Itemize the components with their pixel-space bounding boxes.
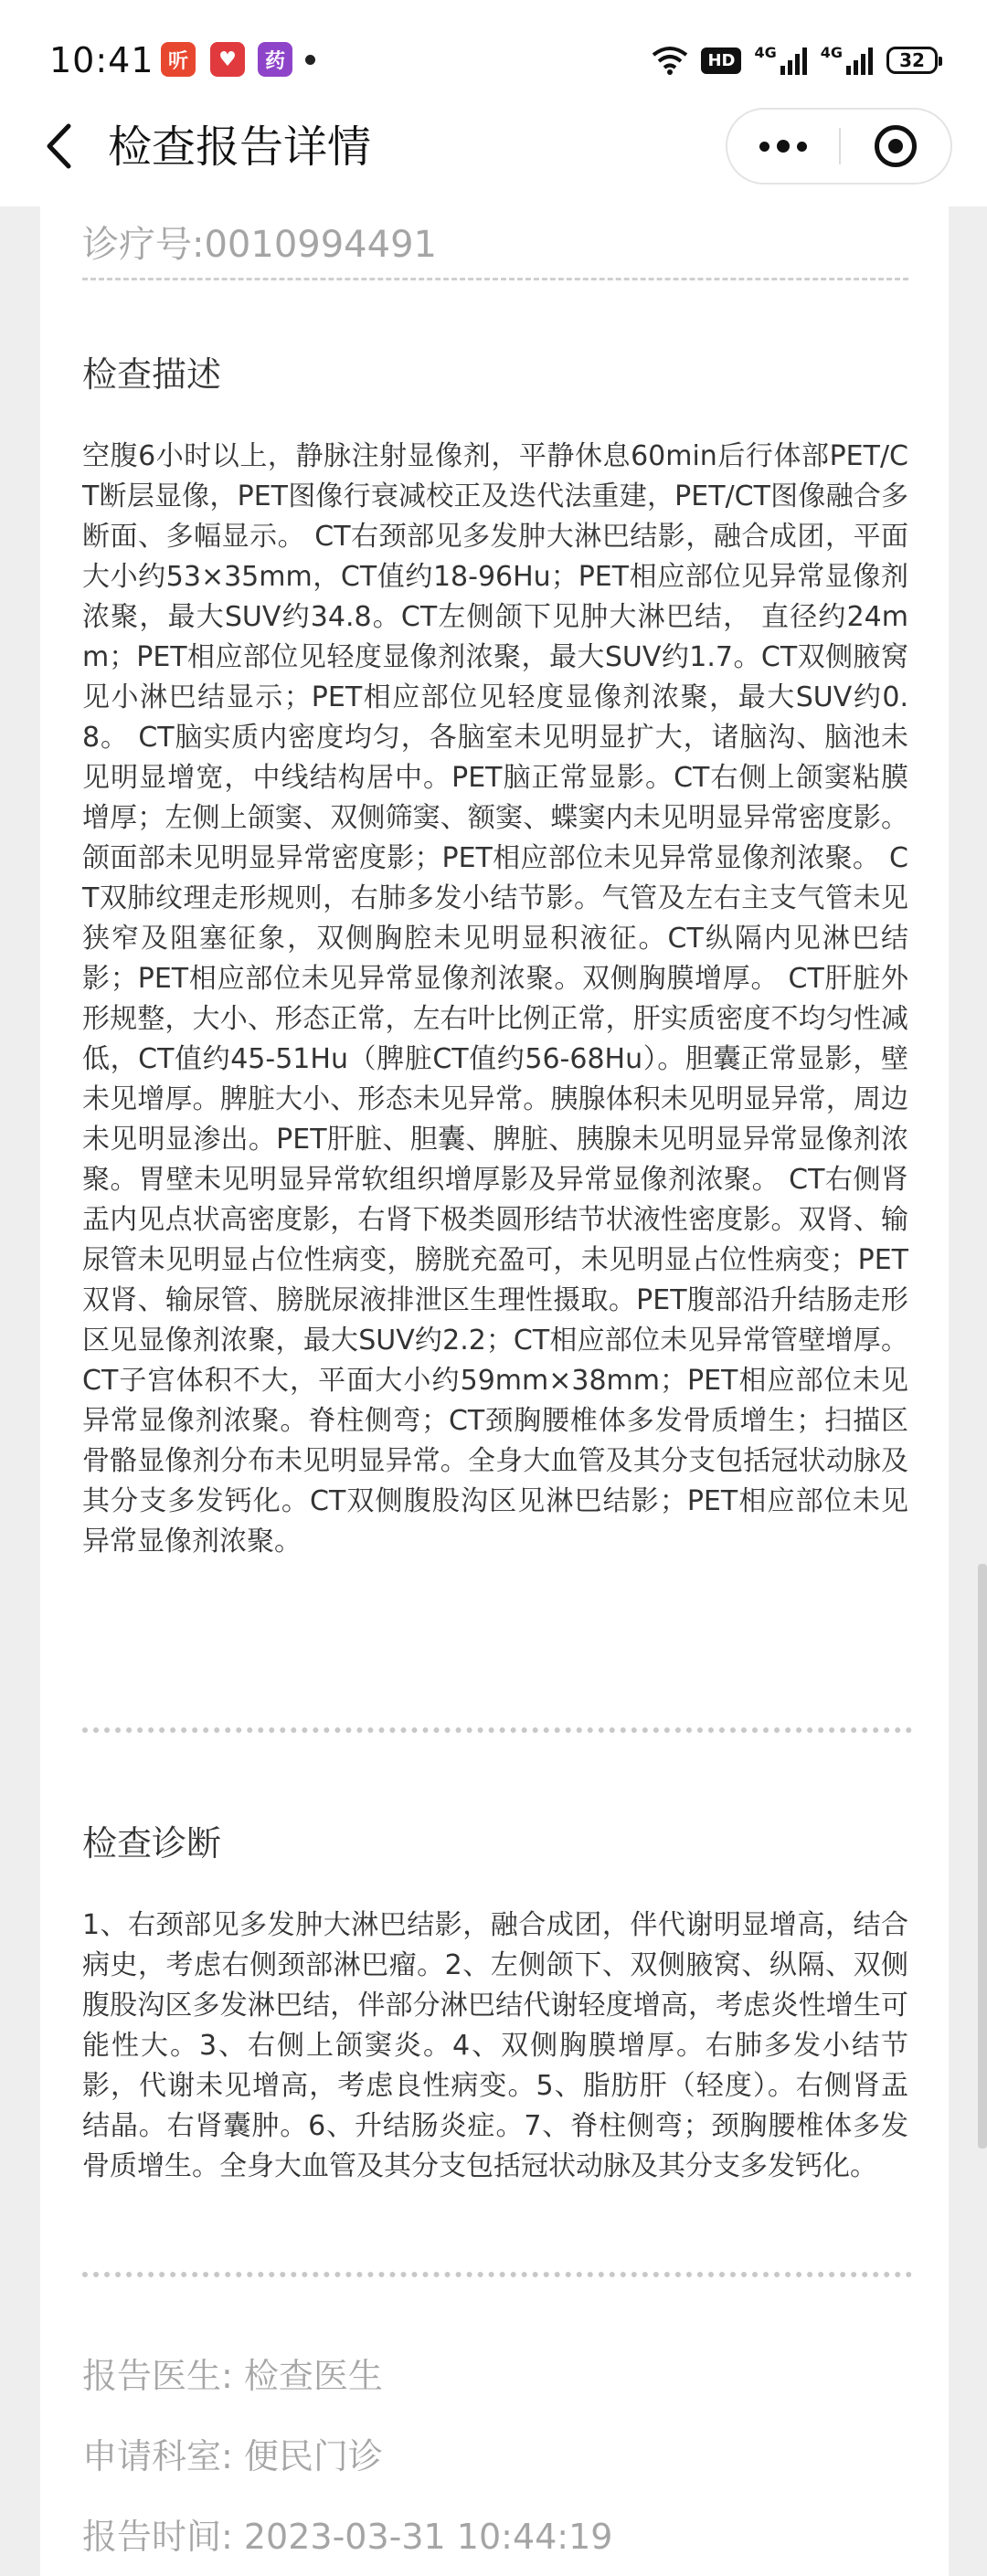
- report-doctor: 报告医生: 检查医生: [82, 2356, 383, 2396]
- listen-app-icon: 听: [161, 42, 196, 77]
- visit-number: 诊疗号:0010994491: [82, 224, 437, 266]
- divider: [82, 1727, 912, 1733]
- diagnosis-title: 检查诊断: [82, 1823, 222, 1863]
- battery-level: 32: [899, 49, 925, 71]
- more-options-button[interactable]: [727, 108, 839, 185]
- more-dot-icon: [759, 142, 769, 152]
- divider: [82, 278, 908, 280]
- health-app-icon: ♥: [210, 42, 245, 77]
- signal-strength-icon-2: [846, 46, 874, 75]
- back-button[interactable]: [33, 117, 84, 175]
- close-target-icon: [875, 125, 917, 167]
- more-dot-icon: [777, 140, 790, 153]
- scrollbar[interactable]: [978, 1564, 987, 2148]
- signal-strength-icon: [780, 46, 808, 75]
- report-time: 报告时间: 2023-03-31 10:44:19: [82, 2517, 613, 2557]
- description-text: 空腹6小时以上，静脉注射显像剂，平静休息60min后行体部PET/CT断层显像，PET图像行衰减校正及迭代法重建，PET/CT图像融合多断面、多幅显示。 CT右颈部见多发肿大淋巴结影，融合成团，平面大小约53×35mm，CT值约18-96Hu；PET相应部位见异常显像剂浓聚，最大SUV约34.8。CT左侧颌下见肿大淋巴结， 直径约24mm；PET相应部位见轻度显像剂浓聚，最大SUV约1.7。CT双侧腋窝见小淋巴结显示；PET相应部位见轻度显像剂浓聚，最大SUV约0.8。 CT脑实质内密度均匀，各脑室未见明显扩大，诸脑沟、脑池未见明显增宽，中线结构居中。PET脑正常显影。CT右侧上颌窦粘膜增厚；左侧上颌窦、双侧筛窦、额窦、蝶窦内未见明显异常密度影。颌面部未见明显异常密度影；PET相应部位未见异常显像剂浓聚。 CT双肺纹理走形规则，右肺多发小结节影。气管及左右主支气管未见狭窄及阻塞征象，双侧胸腔未见明显积液征。CT纵隔内见淋巴结影；PET相应部位未见异常显像剂浓聚。双侧胸膜增厚。 CT肝脏外形规整，大小、形态正常，左右叶比例正常，肝实质密度不均匀性减低，CT值约45-51Hu（脾脏CT值约56-68Hu）。胆囊正常显影，壁未见增厚。脾脏大小、形态未见异常。胰腺体积未见明显异常，周边未见明显渗出。PET肝脏、胆囊、脾脏、胰腺未见明显异常显像剂浓聚。胃壁未见明显异常软组织增厚影及异常显像剂浓聚。 CT右侧肾盂内见点状高密度影，右肾下极类圆形结节状液性密度影。双肾、输尿管未见明显占位性病变，膀胱充盈可，未见明显占位性病变；PET双肾、输尿管、膀胱尿液排泄区生理性摄取。PET腹部沿升结肠走形区见显像剂浓聚，最大SUV约2.2；CT相应部位未见异常管壁增厚。CT子宫体积不大，平面大小约59mm×38mm；PET相应部位未见异常显像剂浓聚。脊柱侧弯；CT颈胸腰椎体多发骨质增生；扫描区骨骼显像剂分布未见明显异常。全身大血管及其分支包括冠状动脉及其分支多发钙化。CT双侧腹股沟区见淋巴结影；PET相应部位未见异常显像剂浓聚。: [82, 440, 908, 1557]
- network-type-2: 4G: [820, 44, 843, 61]
- hd-voice-badge: HD: [701, 48, 741, 74]
- diagnosis-text: 1、右颈部见多发肿大淋巴结影，融合成团，伴代谢明显增高，结合病史，考虑右侧颈部淋巴瘤。2、左侧颌下、双侧腋窝、纵隔、双侧腹股沟区多发淋巴结，伴部分淋巴结代谢轻度增高，考虑炎性增生可能性大。3、右侧上颌窦炎。4、双侧胸膜增厚。右肺多发小结节影，代谢未见增高，考虑良性病变。5、脂肪肝（轻度）。右侧肾盂结晶。右肾囊肿。6、升结肠炎症。7、脊柱侧弯；颈胸腰椎体多发骨质增生。全身大血管及其分支包括冠状动脉及其分支多发钙化。: [82, 1909, 908, 2182]
- more-dot-icon: [797, 142, 807, 152]
- status-time: 10:41: [49, 40, 154, 80]
- requesting-department: 申请科室: 便民门诊: [82, 2436, 383, 2476]
- notification-dot-icon: [305, 55, 315, 65]
- pharmacy-app-icon: 药: [258, 42, 292, 77]
- system-status-icons: [652, 42, 938, 79]
- battery-icon: [886, 47, 938, 74]
- page-title: 检查报告详情: [108, 121, 372, 173]
- network-type-1: 4G: [754, 44, 777, 61]
- mini-program-capsule: [726, 108, 952, 185]
- wifi-icon: [652, 46, 688, 75]
- description-title: 检查描述: [82, 354, 222, 395]
- close-mini-program-button[interactable]: [841, 108, 950, 185]
- divider: [82, 2272, 912, 2277]
- report-card: [40, 206, 949, 2576]
- chevron-left-icon: [45, 123, 72, 169]
- status-bar: [0, 0, 987, 117]
